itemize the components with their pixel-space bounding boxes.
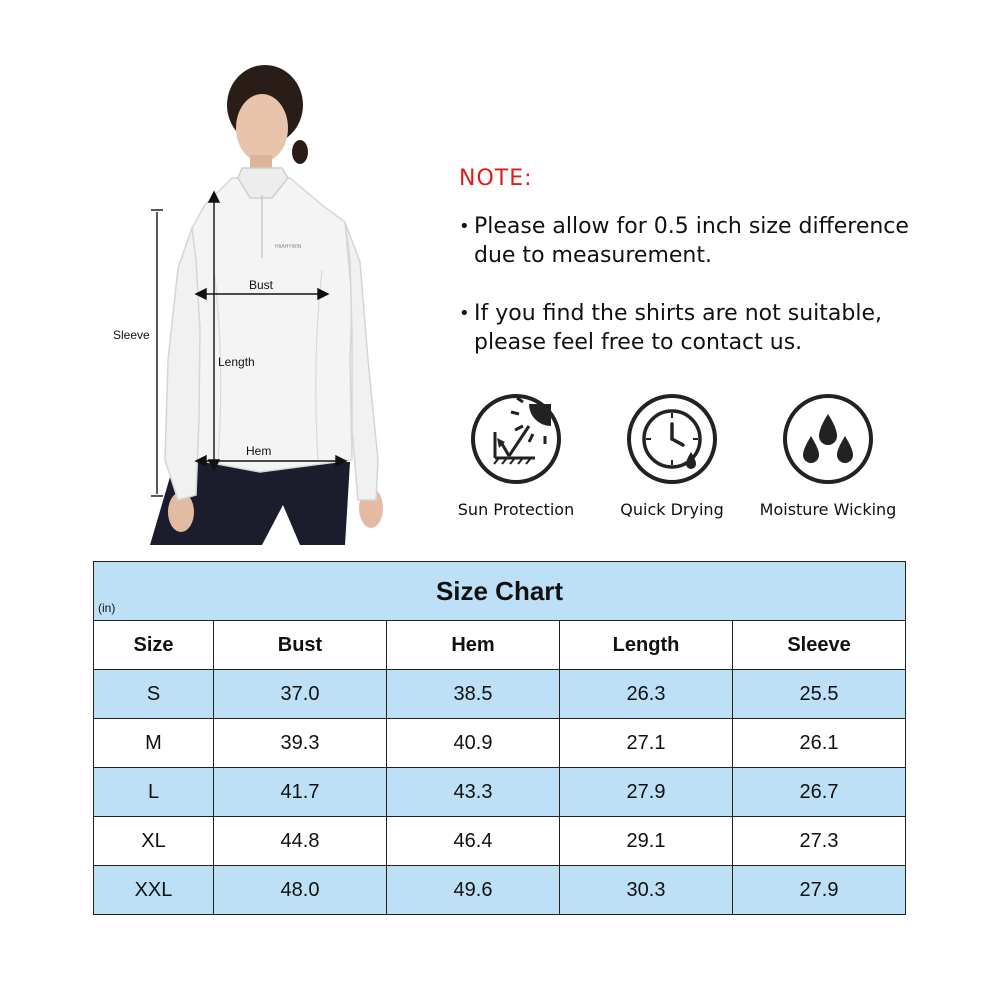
feature-quick-drying xyxy=(592,392,752,519)
table-row xyxy=(94,866,906,915)
table-cell: 38.5 xyxy=(387,670,560,719)
table-cell: 27.1 xyxy=(560,719,733,768)
table-cell: 41.7 xyxy=(214,768,387,817)
table-cell: 26.7 xyxy=(733,768,906,817)
bullet-icon: • xyxy=(459,216,470,237)
table-row xyxy=(94,817,906,866)
unit-label: (in) xyxy=(98,601,116,615)
table-header-row xyxy=(94,621,906,670)
hem-label: Hem xyxy=(246,444,272,458)
table-cell: 39.3 xyxy=(214,719,387,768)
table-cell: 26.1 xyxy=(733,719,906,768)
table-cell: 44.8 xyxy=(214,817,387,866)
note-item xyxy=(459,299,929,357)
note-text: If you find the shirts are not suitable, please feel free to contact us. xyxy=(474,301,882,355)
feature-label: Moisture Wicking xyxy=(759,500,897,519)
table-cell: 25.5 xyxy=(733,670,906,719)
table-cell: 27.9 xyxy=(733,866,906,915)
table-title-cell xyxy=(94,562,906,621)
moisture-wicking-icon xyxy=(781,392,875,486)
table-cell: 30.3 xyxy=(560,866,733,915)
feature-moisture-wicking xyxy=(748,392,908,519)
table-cell: 48.0 xyxy=(214,866,387,915)
table-title-row xyxy=(94,562,906,621)
column-header: Hem xyxy=(387,621,560,670)
feature-label: Sun Protection xyxy=(457,500,575,519)
table-cell: M xyxy=(94,719,214,768)
table-cell: 27.9 xyxy=(560,768,733,817)
sun-protection-icon xyxy=(469,392,563,486)
product-figure xyxy=(0,0,420,560)
table-row xyxy=(94,670,906,719)
column-header: Length xyxy=(560,621,733,670)
column-header: Size xyxy=(94,621,214,670)
note-title: NOTE: xyxy=(459,166,533,191)
sleeve-label: Sleeve xyxy=(113,328,150,342)
table-cell: 43.3 xyxy=(387,768,560,817)
bullet-icon: • xyxy=(459,303,470,324)
table-cell: XL xyxy=(94,817,214,866)
brand-print: HIIAHYWIN xyxy=(275,244,302,250)
quick-drying-icon xyxy=(625,392,719,486)
table-cell: XXL xyxy=(94,866,214,915)
column-header: Bust xyxy=(214,621,387,670)
feature-label: Quick Drying xyxy=(620,500,724,519)
table-row xyxy=(94,719,906,768)
note-item xyxy=(459,212,929,270)
table-cell: L xyxy=(94,768,214,817)
note-text: Please allow for 0.5 inch size difference due to measurement. xyxy=(474,214,909,268)
table-title: Size Chart xyxy=(435,575,564,606)
table-cell: 27.3 xyxy=(733,817,906,866)
table-cell: S xyxy=(94,670,214,719)
table-cell: 37.0 xyxy=(214,670,387,719)
length-label: Length xyxy=(218,355,255,369)
table-cell: 29.1 xyxy=(560,817,733,866)
column-header: Sleeve xyxy=(733,621,906,670)
table-row xyxy=(94,768,906,817)
table-cell: 26.3 xyxy=(560,670,733,719)
table-cell: 46.4 xyxy=(387,817,560,866)
size-chart-table xyxy=(93,561,906,915)
bust-label: Bust xyxy=(249,278,274,292)
model-illustration xyxy=(0,0,420,560)
feature-sun-protection xyxy=(436,392,596,519)
table-cell: 40.9 xyxy=(387,719,560,768)
table-cell: 49.6 xyxy=(387,866,560,915)
